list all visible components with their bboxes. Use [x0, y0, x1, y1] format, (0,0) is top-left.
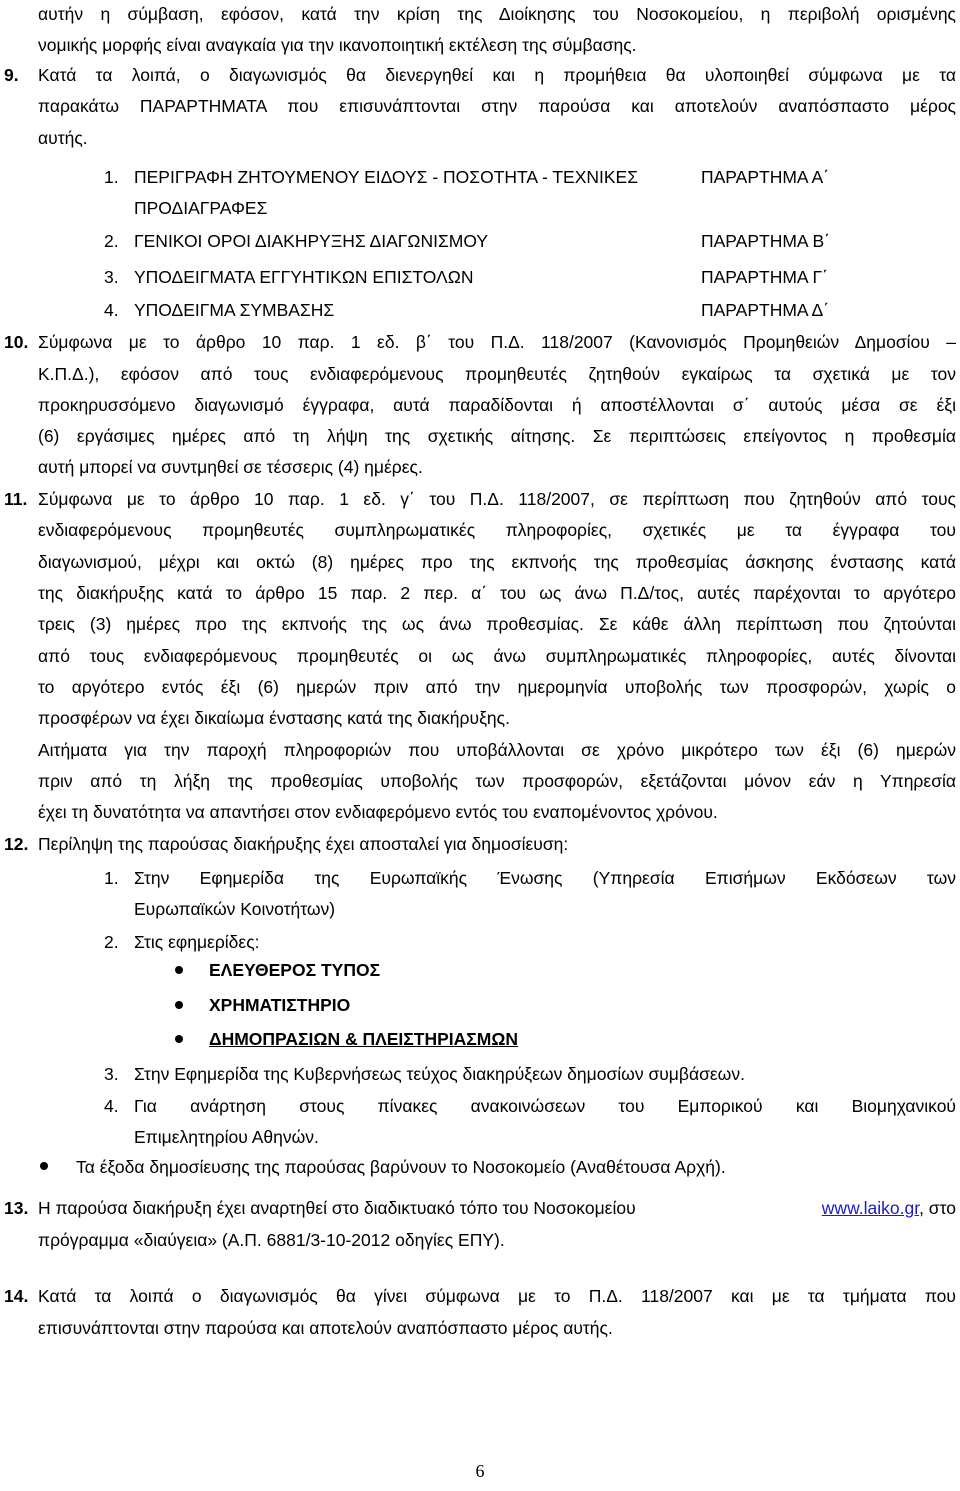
paragraph-line: Κατά τα λοιπά ο διαγωνισμός θα γίνει σύμφωνα με το Π.Δ. 118/2007 και με τα τμήματα που — [38, 1286, 956, 1306]
bullet-icon — [175, 1035, 183, 1043]
paragraph-line: (6) εργάσιμες ημέρες από τη λήψη της σχετικής αίτησης. Σε περιπτώσεις επείγοντος η προθεσμία — [38, 426, 956, 446]
publication-line: Επιμελητηρίου Αθηνών. — [134, 1127, 319, 1147]
page-number: 6 — [475, 1461, 485, 1481]
paragraph-line: της διακήρυξης κατά το άρθρο 15 παρ. 2 περ. α΄ του ως άνω Π.Δ/τος, αυτές παρέχονται το αργότερο — [38, 583, 956, 603]
paragraph-line: Σύμφωνα με το άρθρο 10 παρ. 1 εδ. γ΄ του Π.Δ. 118/2007, σε περίπτωση που ζητηθούν από τους — [38, 489, 956, 509]
newspaper-name: ΔΗΜΟΠΡΑΣΙΩΝ & ΠΛΕΙΣΤΗΡΙΑΣΜΩΝ — [209, 1029, 519, 1049]
paragraph-line: προσφέρων να έχει δικαίωμα ένστασης κατά της διακήρυξης. — [38, 708, 510, 728]
annex-label: ΠΑΡΑΡΤΗΜΑ Β΄ — [701, 231, 831, 251]
paragraph-line: από τους ενδιαφερόμενους προμηθευτές οι ως άνω συμπληρωματικές πληροφορίες, αυτές δίνονται — [38, 646, 956, 666]
annex-label: ΠΑΡΑΡΤΗΜΑ Α΄ — [701, 167, 830, 187]
annex-number: 1. — [104, 167, 119, 187]
paragraph-number: 9. — [4, 65, 19, 85]
paragraph-number: 13. — [4, 1198, 29, 1218]
paragraph-text: Η παρούσα διακήρυξη έχει αναρτηθεί στο διαδικτυακό τόπο του Νοσοκομείου — [38, 1198, 636, 1218]
paragraph-line: προκηρυσσόμενο διαγωνισμό έγγραφα, αυτά παραδίδονται ή αποστέλλονται σ΄ αυτούς μέσα σε έξι — [38, 395, 956, 415]
annex-number: 3. — [104, 267, 119, 287]
paragraph-line: αυτή μπορεί να συντμηθεί σε τέσσερις (4) ημέρες. — [38, 457, 423, 477]
publication-number: 2. — [104, 932, 119, 952]
paragraph-line: Τα έξοδα δημοσίευσης της παρούσας βαρύνουν το Νοσοκομείο (Αναθέτουσα Αρχή). — [76, 1157, 726, 1177]
annex-title: ΥΠΟΔΕΙΓΜΑ ΣΥΜΒΑΣΗΣ — [134, 300, 335, 320]
publication-line: Ευρωπαϊκών Κοινοτήτων) — [134, 899, 336, 919]
publication-line: Στην Εφημερίδα της Ευρωπαϊκής Ένωσης (Υπηρεσία Επισήμων Εκδόσεων των — [134, 868, 956, 888]
annex-number: 2. — [104, 231, 119, 251]
publication-number: 3. — [104, 1064, 119, 1084]
annex-label: ΠΑΡΑΡΤΗΜΑ Γ΄ — [701, 267, 828, 287]
annex-title: ΠΕΡΙΓΡΑΦΗ ΖΗΤΟΥΜΕΝΟΥ ΕΙΔΟΥΣ - ΠΟΣΟΤΗΤΑ - ΤΕΧΝΙΚΕΣ — [134, 167, 639, 187]
newspaper-name: ΧΡΗΜΑΤΙΣΤΗΡΙΟ — [209, 995, 351, 1015]
bullet-icon — [175, 966, 183, 974]
paragraph-line: διαγωνισμού, μέχρι και οκτώ (8) ημέρες προ της εκπνοής της προθεσμίας άσκησης ένστασης κατά — [38, 552, 956, 572]
annex-title: ΠΡΟΔΙΑΓΡΑΦΕΣ — [134, 198, 268, 218]
publication-line: Για ανάρτηση στους πίνακες ανακοινώσεων του Εμπορικού και Βιομηχανικού — [134, 1096, 956, 1116]
paragraph-number: 14. — [4, 1286, 29, 1306]
paragraph-line: Κ.Π.Δ.), εφόσον από τους ενδιαφερόμενους προμηθευτές ζητηθούν εγκαίρως τα σχετικά με τον — [38, 364, 956, 384]
publication-line: Στις εφημερίδες: — [134, 932, 260, 952]
paragraph-line: Σύμφωνα με το άρθρο 10 παρ. 1 εδ. β΄ του Π.Δ. 118/2007 (Κανονισμός Προμηθειών Δημοσίου – — [38, 332, 956, 352]
paragraph-line — [38, 1196, 956, 1220]
newspaper-name: ΕΛΕΥΘΕΡΟΣ ΤΥΠΟΣ — [209, 960, 381, 980]
paragraph-line: πρόγραμμα «διαύγεια» (Α.Π. 6881/3-10-2012 οδηγίες ΕΠΥ). — [38, 1230, 505, 1250]
bullet-icon — [175, 1001, 183, 1009]
bullet-icon — [40, 1162, 48, 1170]
link-group — [822, 1196, 956, 1220]
paragraph-number: 12. — [4, 834, 29, 854]
annex-label: ΠΑΡΑΡΤΗΜΑ Δ΄ — [701, 300, 830, 320]
paragraph-line: πριν από τη λήξη της προθεσμίας υποβολής των προσφορών, εξετάζονται μόνον εάν η Υπηρεσία — [38, 771, 956, 791]
annex-number: 4. — [104, 300, 119, 320]
publication-number: 4. — [104, 1096, 119, 1116]
paragraph-line: επισυνάπτονται στην παρούσα και αποτελούν αναπόσπαστο μέρος αυτής. — [38, 1318, 613, 1338]
paragraph-line: νομικής μορφής είναι αναγκαία για την ικανοποιητική εκτέλεση της σύμβασης. — [38, 35, 637, 55]
paragraph-line: αυτήν η σύμβαση, εφόσον, κατά την κρίση της Διοίκησης του Νοσοκομείου, η περιβολή ορισμένης — [38, 4, 956, 24]
paragraph-line: έχει τη δυνατότητα να απαντήσει στον ενδιαφερόμενο εντός του εναπομένοντος χρόνου. — [38, 802, 718, 822]
paragraph-number: 10. — [4, 332, 29, 352]
paragraph-line: τρεις (3) ημέρες προ της εκπνοής της ως άνω προθεσμίας. Σε κάθε άλλη περίπτωση που ζητούνται — [38, 614, 956, 634]
annex-title: ΥΠΟΔΕΙΓΜΑΤΑ ΕΓΓΥΗΤΙΚΩΝ ΕΠΙΣΤΟΛΩΝ — [134, 267, 474, 287]
paragraph-line: Αιτήματα για την παροχή πληροφοριών που υποβάλλονται σε χρόνο μικρότερο των έξι (6) ημερών — [38, 740, 956, 760]
publication-line: Στην Εφημερίδα της Κυβερνήσεως τεύχος διακηρύξεων δημοσίων συμβάσεων. — [134, 1064, 745, 1084]
annex-title: ΓΕΝΙΚΟΙ ΟΡΟΙ ΔΙΑΚΗΡΥΞΗΣ ΔΙΑΓΩΝΙΣΜΟΥ — [134, 231, 489, 251]
paragraph-line: Περίληψη της παρούσας διακήρυξης έχει αποσταλεί για δημοσίευση: — [38, 834, 569, 854]
paragraph-number: 11. — [4, 489, 28, 509]
paragraph-line: Κατά τα λοιπά, ο διαγωνισμός θα διενεργηθεί και η προμήθεια θα υλοποιηθεί σύμφωνα με τα — [38, 65, 956, 85]
publication-number: 1. — [104, 868, 119, 888]
paragraph-line: παρακάτω ΠΑΡΑΡΤΗΜΑΤΑ που επισυνάπτονται στην παρούσα και αποτελούν αναπόσπαστο μέρος — [38, 96, 956, 116]
website-link[interactable]: www.laiko.gr — [821, 1198, 920, 1218]
paragraph-line: ενδιαφερόμενους προμηθευτές συμπληρωματικές πληροφορίες, σχετικές με τα έγγραφα του — [38, 520, 956, 540]
paragraph-text: , στο — [919, 1198, 956, 1218]
paragraph-line: το αργότερο εντός έξι (6) ημερών πριν από την ημερομηνία υποβολής των προσφορών, χωρίς ο — [38, 677, 956, 697]
paragraph-line: αυτής. — [38, 128, 88, 148]
